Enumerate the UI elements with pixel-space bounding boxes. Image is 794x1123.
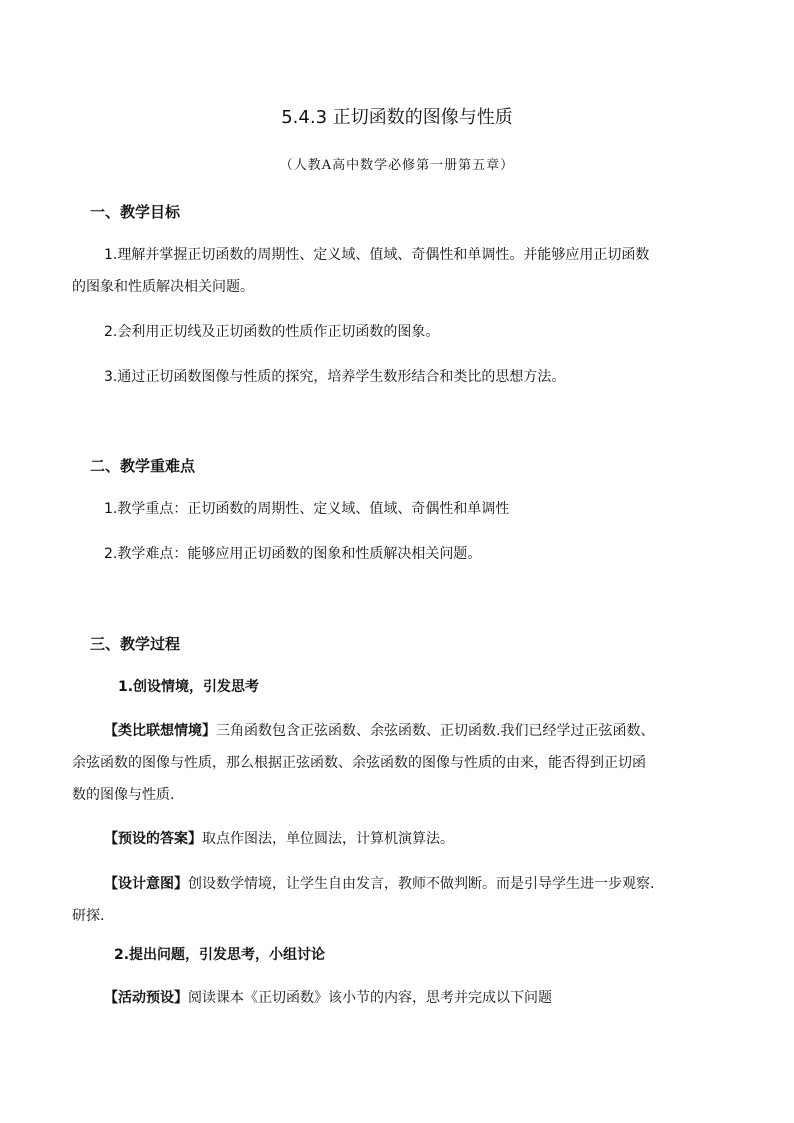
objective-item-1-line-1: 1.理解并掌握正切函数的周期性、定义域、值域、奇偶性和单调性。并能够应用正切函数: [104, 247, 650, 263]
objective-item-2: 2.会利用正切线及正切函数的性质作正切函数的图象。: [104, 324, 440, 340]
subsection-heading-2: 2.提出问题，引发思考，小组讨论: [114, 947, 326, 963]
analogy-paragraph-line-3: 数的图像与性质.: [72, 787, 175, 803]
section-heading-objectives: 一、教学目标: [90, 203, 181, 221]
document-title: 5.4.3 正切函数的图像与性质: [281, 107, 513, 128]
section-heading-key-points: 二、教学重难点: [90, 457, 196, 475]
activity-label: 【活动预设】: [104, 990, 188, 1006]
objective-item-1-line-2: 的图象和性质解决相关问题。: [72, 279, 254, 295]
design-paragraph-line-1: [104, 874, 654, 894]
key-point-item-2: 2.教学难点：能够应用正切函数的图象和性质解决相关问题。: [104, 546, 482, 562]
design-paragraph-line-2: 研探.: [72, 908, 105, 924]
objective-item-3: 3.通过正切函数图像与性质的探究，培养学生数形结合和类比的思想方法。: [104, 369, 566, 385]
section-heading-process: 三、教学过程: [90, 635, 181, 653]
analogy-paragraph-line-1: [104, 721, 654, 741]
analogy-paragraph-line-2: 余弦函数的图像与性质，那么根据正弦函数、余弦函数的图像与性质的由来，能否得到正切函: [72, 755, 646, 771]
design-label: 【设计意图】: [104, 876, 188, 892]
key-point-item-1: 1.教学重点：正切函数的周期性、定义域、值域、奇偶性和单调性: [104, 501, 510, 517]
analogy-label: 【类比联想情境】: [104, 723, 216, 739]
design-text-1: 创设数学情境，让学生自由发言，教师不做判断。而是引导学生进一步观察.: [188, 876, 655, 892]
subsection-heading-1: 1.创设情境，引发思考: [118, 679, 260, 695]
answer-paragraph: [104, 829, 454, 849]
answer-label: 【预设的答案】: [104, 831, 202, 847]
activity-paragraph: [104, 988, 552, 1008]
activity-text: 阅读课本《正切函数》该小节的内容，思考并完成以下问题: [188, 990, 552, 1006]
analogy-text-1: 三角函数包含正弦函数、余弦函数、正切函数.我们已经学过正弦函数、: [216, 723, 655, 739]
document-subtitle: （人教A高中数学必修第一册第五章）: [279, 158, 515, 173]
answer-text: 取点作图法，单位圆法，计算机演算法。: [202, 831, 454, 847]
